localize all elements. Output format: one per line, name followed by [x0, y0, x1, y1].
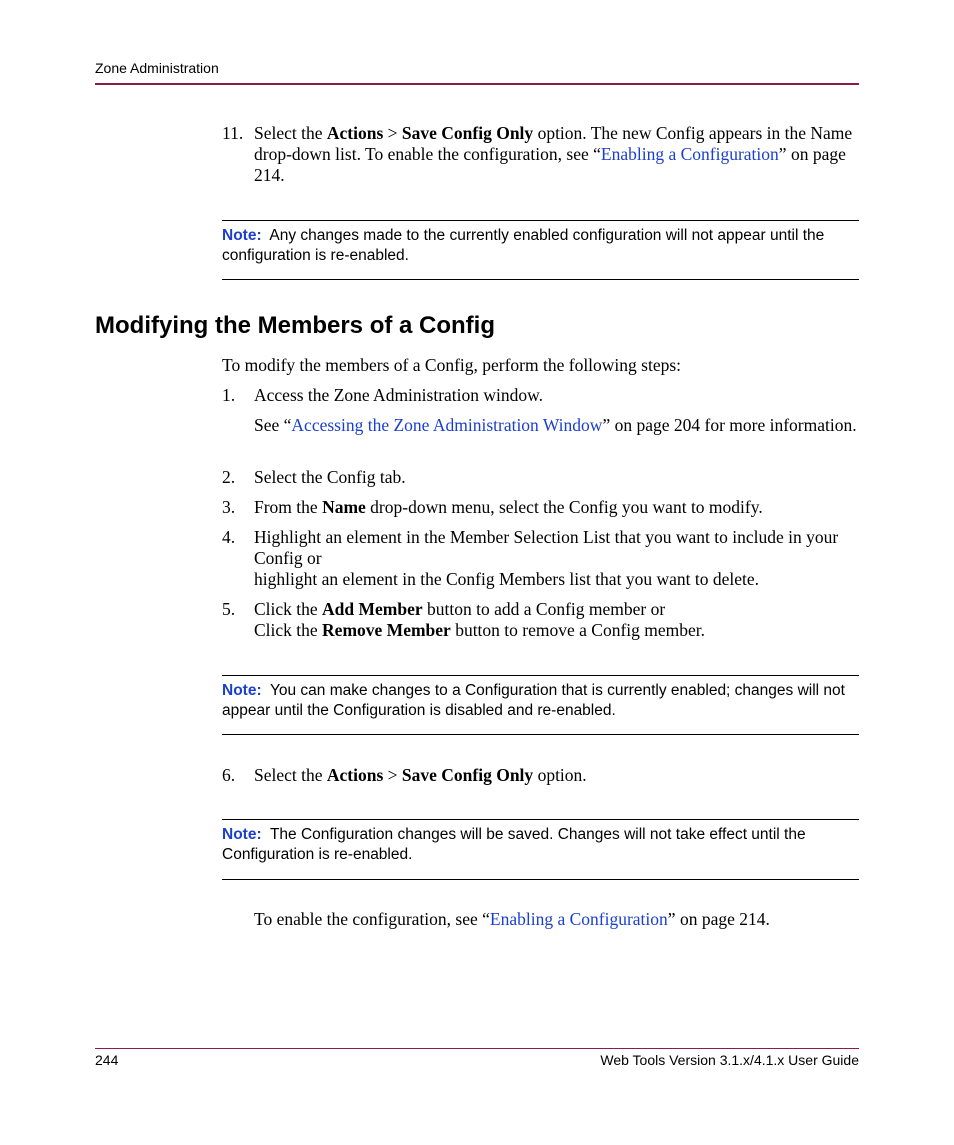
footer-rule [95, 1048, 859, 1049]
running-header: Zone Administration [95, 60, 219, 76]
note-label: Note: [222, 826, 262, 843]
accessing-zone-admin-link[interactable]: Accessing the Zone Administration Window [291, 415, 603, 435]
note-top-rule [222, 819, 859, 820]
step-1-text: Access the Zone Administration window. [254, 385, 544, 405]
step-5-text: Click the Add Member button to add a Config member or Click the Remove Member button to remove a Config member. [254, 599, 705, 640]
step-4-text: Highlight an element in the Member Selection List that you want to include in your Config or highlight an element in the Config Members list that you want to delete. [254, 527, 839, 589]
note-1: Note: Any changes made to the currently enabled configuration will not appear until the configuration is re-enabled. [222, 227, 825, 264]
note-3: Note: The Configuration changes will be saved. Changes will not take effect until the Configuration is re-enabled. [222, 826, 806, 863]
note-top-rule [222, 675, 859, 676]
section-heading: Modifying the Members of a Config [95, 312, 495, 339]
step-1-see-also: See “Accessing the Zone Administration Window” on page 204 for more information. [254, 415, 857, 435]
enabling-configuration-link[interactable]: Enabling a Configuration [489, 909, 668, 929]
step-6-text: Select the Actions > Save Config Only option. [254, 765, 587, 785]
step-number: 2. [222, 467, 236, 487]
footer-title: Web Tools Version 3.1.x/4.1.x User Guide [600, 1052, 859, 1068]
note-bottom-rule [222, 279, 859, 280]
step-number: 1. [222, 385, 236, 405]
step-number: 3. [222, 497, 236, 517]
page-number: 244 [95, 1052, 119, 1068]
step-2-text: Select the Config tab. [254, 467, 406, 487]
step-number: 5. [222, 599, 236, 619]
note-label: Note: [222, 682, 262, 699]
step-number: 4. [222, 527, 236, 547]
enabling-configuration-link[interactable]: Enabling a Configuration [600, 144, 779, 164]
step-number: 6. [222, 765, 236, 785]
note-bottom-rule [222, 734, 859, 735]
note-label: Note: [222, 227, 262, 244]
step-number: 11. [222, 123, 244, 143]
header-rule [95, 83, 859, 85]
note-top-rule [222, 220, 859, 221]
intro-paragraph: To modify the members of a Config, perform the following steps: [222, 355, 682, 375]
note-2: Note: You can make changes to a Configuration that is currently enabled; changes will not appear until the Configuration is disabled and re-enabled. [222, 682, 845, 719]
note-bottom-rule [222, 879, 859, 880]
step-3-text: From the Name drop-down menu, select the Config you want to modify. [254, 497, 763, 517]
closing-paragraph: To enable the configuration, see “Enabling a Configuration” on page 214. [254, 909, 770, 929]
step-11-text: Select the Actions > Save Config Only option. The new Config appears in the Name drop-down list. To enable the configuration, see “Enabling a Configuration” on page 214. [254, 123, 853, 185]
